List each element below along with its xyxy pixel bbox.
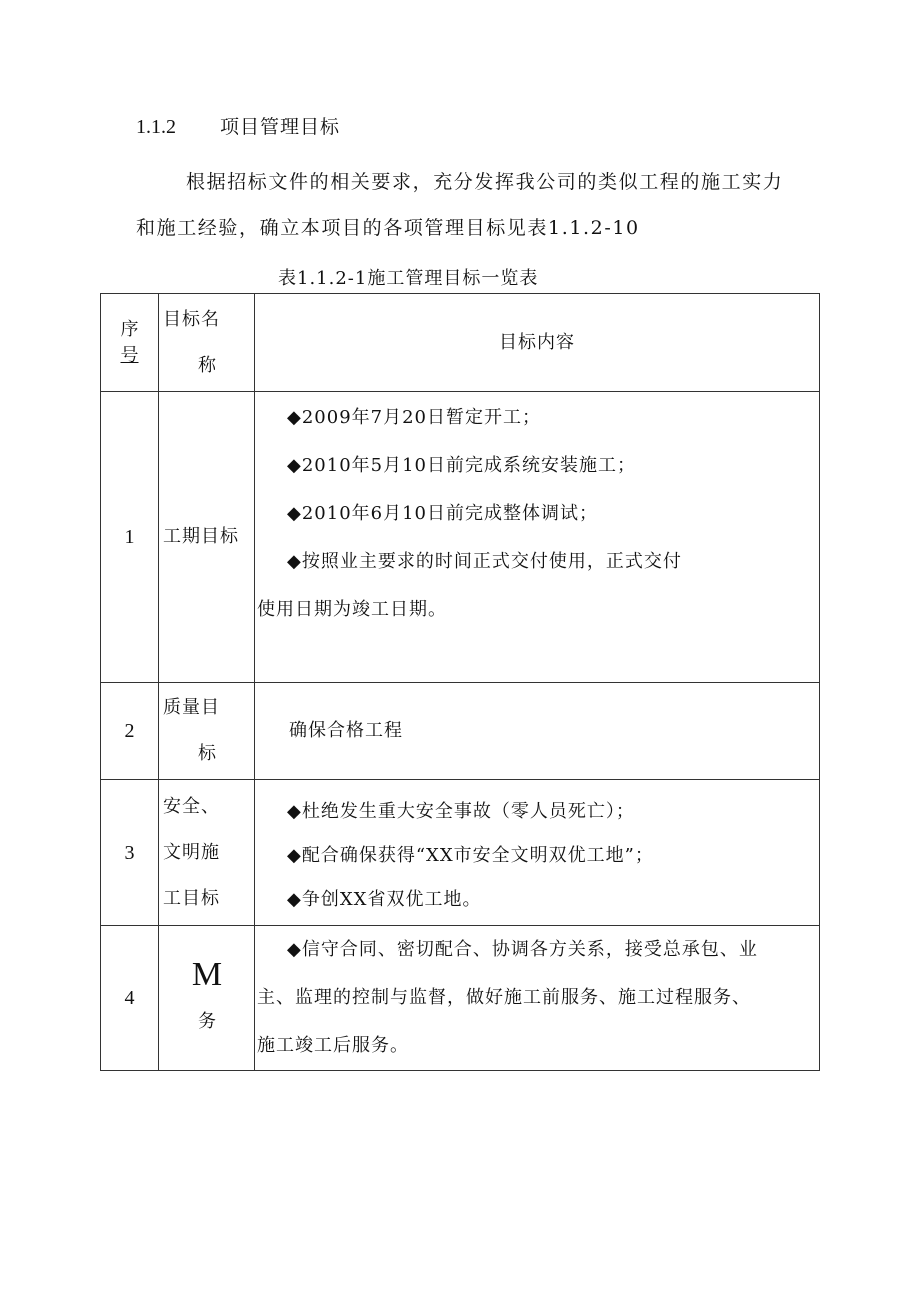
content-line: ◆配合确保获得“XX市安全文明双优工地”； [287, 845, 654, 866]
row-name-line: 工目标 [163, 887, 220, 909]
row-name: 工期目标 [159, 392, 255, 683]
row-index: 2 [101, 683, 159, 780]
row-name [159, 683, 255, 780]
goals-table [100, 293, 820, 1071]
content-line: ◆2010年6月10日前完成整体调试； [287, 503, 599, 524]
row-index: 1 [101, 392, 159, 683]
row-name-top: M [191, 956, 224, 993]
row-content [255, 780, 820, 926]
row-index: 4 [101, 926, 159, 1071]
header-name [159, 294, 255, 392]
header-name-top: 目标名 [163, 308, 220, 330]
row-name-line: 安全、 [163, 795, 220, 817]
row-name [159, 926, 255, 1071]
content-line: ◆杜绝发生重大安全事故（零人员死亡）； [287, 801, 635, 822]
header-name-bottom: 称 [198, 354, 217, 376]
header-content: 目标内容 [255, 294, 820, 392]
table-row [101, 926, 820, 1071]
content-line: ◆按照业主要求的时间正式交付使用，正式交付 [287, 551, 682, 572]
table-row [101, 683, 820, 780]
content-line: ◆2009年7月20日暂定开工； [287, 407, 542, 428]
content-line: 确保合格工程 [289, 720, 403, 741]
content-line: 使用日期为竣工日期。 [257, 599, 447, 620]
section-heading [136, 114, 340, 140]
row-name-top: 质量目 [163, 697, 220, 718]
row-name-line: 文明施 [163, 841, 220, 863]
table-caption: 表1.1.2-1施工管理目标一览表 [278, 268, 539, 289]
row-index: 3 [101, 780, 159, 926]
intro-line-2: 和施工经验，确立本项目的各项管理目标见表1.1.2-10 [136, 217, 640, 239]
intro-line-1: 根据招标文件的相关要求，充分发挥我公司的类似工程的施工实力 [186, 171, 784, 193]
row-content [255, 392, 820, 683]
table-header-row [101, 294, 820, 392]
row-name-bottom: 务 [198, 1011, 217, 1032]
content-line: ◆信守合同、密切配合、协调各方关系，接受总承包、业 [287, 939, 758, 960]
row-name-bottom: 标 [198, 743, 217, 764]
header-index [101, 294, 159, 392]
table-row [101, 392, 820, 683]
content-line: 主、监理的控制与监督，做好施工前服务、施工过程服务、 [257, 987, 751, 1008]
content-line: ◆争创XX省双优工地。 [287, 889, 482, 910]
row-content [255, 926, 820, 1071]
header-index-top: 序 [120, 318, 139, 340]
row-name [159, 780, 255, 926]
content-line: ◆2010年5月10日前完成系统安装施工； [287, 455, 637, 476]
section-number: 1.1.2 [136, 116, 176, 138]
header-index-bottom: 号 [120, 344, 139, 366]
section-title: 项目管理目标 [220, 116, 341, 138]
table-row [101, 780, 820, 926]
row-content [255, 683, 820, 780]
content-line: 施工竣工后服务。 [257, 1035, 409, 1056]
